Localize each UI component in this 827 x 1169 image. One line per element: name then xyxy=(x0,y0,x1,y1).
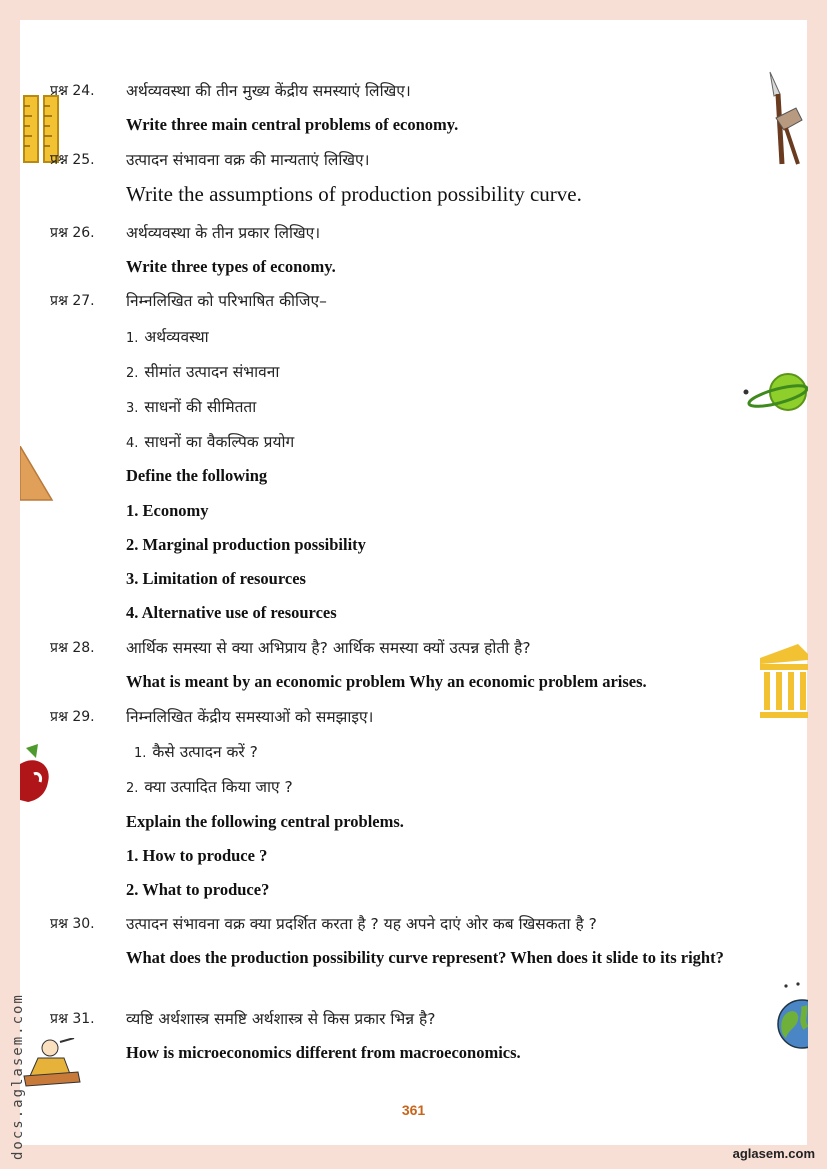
question-english-28: What is meant by an economic problem Why an economic problem arises. xyxy=(126,672,647,691)
question-english-24: Write three main central problems of economy. xyxy=(126,115,459,134)
tool-doodle-icon xyxy=(762,68,808,168)
hindi-list-item: 4. साधनों का वैकल्पिक प्रयोग xyxy=(126,433,295,451)
question-english-27: Define the following xyxy=(126,466,268,485)
pyramid-doodle-icon xyxy=(20,446,54,502)
question-hindi-27: निम्नलिखित को परिभाषित कीजिए– xyxy=(126,292,327,310)
english-list-item: 1. How to produce ? xyxy=(126,846,268,865)
question-label-24: प्रश्न 24. xyxy=(50,83,95,99)
apple-doodle-icon xyxy=(20,742,54,806)
planet-doodle-icon xyxy=(742,372,808,414)
question-english-30: What does the production possibility curve represent? When does it slide to its right? xyxy=(126,948,724,967)
hindi-list-item: 3. साधनों की सीमितता xyxy=(126,398,257,416)
question-hindi-31: व्यष्टि अर्थशास्त्र समष्टि अर्थशास्त्र से किस प्रकार भिन्न है? xyxy=(126,1010,436,1028)
boy-reading-doodle-icon xyxy=(20,1038,82,1088)
hindi-list-item: 2. सीमांत उत्पादन संभावना xyxy=(126,363,280,381)
question-hindi-25: उत्पादन संभावना वक्र की मान्यताएं लिखिए। xyxy=(126,151,370,169)
question-english-29: Explain the following central problems. xyxy=(126,812,404,831)
question-label-28: प्रश्न 28. xyxy=(50,640,95,656)
question-hindi-24: अर्थव्यवस्था की तीन मुख्य केंद्रीय समस्याएं लिखिए। xyxy=(126,82,411,100)
question-hindi-30: उत्पादन संभावना वक्र क्या प्रदर्शित करता है ? यह अपने दाएं ओर कब खिसकता है ? xyxy=(126,915,597,933)
question-label-26: प्रश्न 26. xyxy=(50,225,95,241)
question-hindi-26: अर्थव्यवस्था के तीन प्रकार लिखिए। xyxy=(126,224,321,242)
question-label-25: प्रश्न 25. xyxy=(50,152,95,168)
globe-doodle-icon xyxy=(776,980,808,1052)
english-list-item: 1. Economy xyxy=(126,501,209,520)
temple-doodle-icon xyxy=(758,642,808,720)
side-watermark-text: docs.aglasem.com xyxy=(10,993,26,1160)
brand-footer: aglasem.com xyxy=(732,1146,815,1161)
question-hindi-29: निम्नलिखित केंद्रीय समस्याओं को समझाइए। xyxy=(126,708,374,726)
question-label-27: प्रश्न 27. xyxy=(50,293,95,309)
english-list-item: 3. Limitation of resources xyxy=(126,569,306,588)
hindi-list-item: 1. अर्थव्यवस्था xyxy=(126,328,209,346)
page-number: 361 xyxy=(401,1102,426,1118)
question-english-31: How is microeconomics different from macroeconomics. xyxy=(126,1043,521,1062)
question-label-31: प्रश्न 31. xyxy=(50,1011,95,1027)
hindi-list-item: 1. कैसे उत्पादन करें ? xyxy=(134,743,258,761)
english-list-item: 2. Marginal production possibility xyxy=(126,535,366,554)
question-english-25: Write the assumptions of production possibility curve. xyxy=(126,182,582,206)
english-list-item: 4. Alternative use of resources xyxy=(126,603,337,622)
question-label-30: प्रश्न 30. xyxy=(50,916,95,932)
english-list-item: 2. What to produce? xyxy=(126,880,270,899)
question-english-26: Write three types of economy. xyxy=(126,257,336,276)
hindi-list-item: 2. क्या उत्पादित किया जाए ? xyxy=(126,778,293,796)
question-label-29: प्रश्न 29. xyxy=(50,709,95,725)
question-hindi-28: आर्थिक समस्या से क्या अभिप्राय है? आर्थिक समस्या क्यों उत्पन्न होती है? xyxy=(126,639,531,657)
